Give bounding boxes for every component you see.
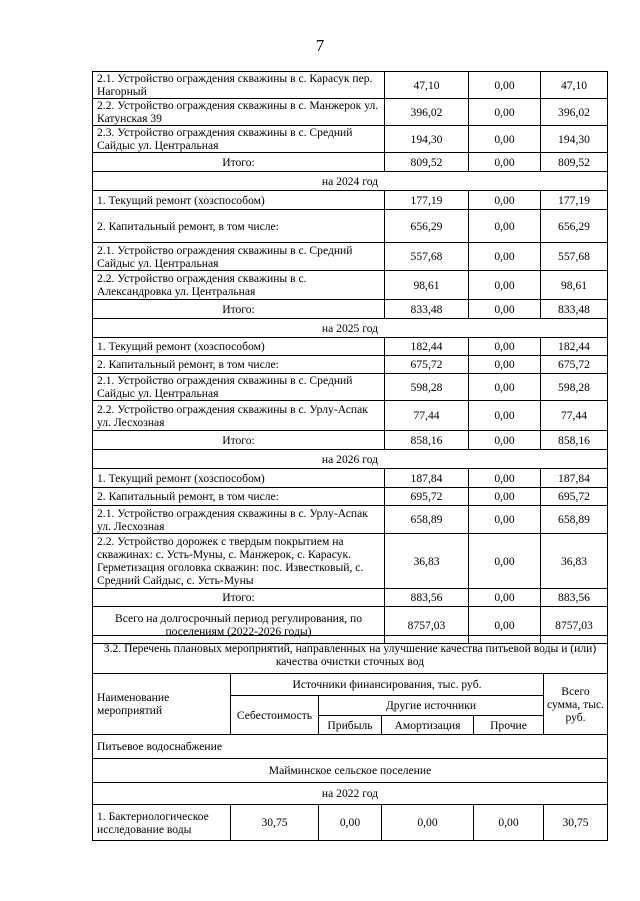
header-sources: Источники финансирования, тыс. руб. xyxy=(231,674,544,696)
year-label: на 2022 год xyxy=(93,783,608,805)
year-row xyxy=(93,319,608,338)
table-row xyxy=(93,99,608,126)
row-cost: 658,89 xyxy=(385,506,469,534)
row-total: 557,68 xyxy=(541,243,608,271)
row-other-sources: 0,00 xyxy=(469,589,541,607)
subtotal-row xyxy=(93,431,608,450)
row-name: 1. Текущий ремонт (хозспособом) xyxy=(93,338,385,356)
row-other-sources: 0,00 xyxy=(469,126,541,153)
table-row xyxy=(93,243,608,271)
row-total: 858,16 xyxy=(541,431,608,450)
table-row xyxy=(93,805,608,841)
row-cost: 858,16 xyxy=(385,431,469,450)
row-cost: 36,83 xyxy=(385,534,469,589)
table-row xyxy=(93,506,608,534)
header-cost: Себестоимость xyxy=(231,696,319,735)
row-name: 2.1. Устройство ограждения скважины в с. Средний Сайдыс ул. Центральная xyxy=(93,243,385,271)
row-cost: 187,84 xyxy=(385,469,469,488)
header-profit: Прибыль xyxy=(319,716,382,735)
row-other-sources: 0,00 xyxy=(469,99,541,126)
row-name: 1. Текущий ремонт (хозспособом) xyxy=(93,469,385,488)
row-total: 47,10 xyxy=(541,72,608,99)
row-name: 2.2. Устройство ограждения скважины в с. Манжерок ул. Катунская 39 xyxy=(93,99,385,126)
row-other-sources: 0,00 xyxy=(469,534,541,589)
row-total: 809,52 xyxy=(541,153,608,172)
row-total: 883,56 xyxy=(541,589,608,607)
table-row xyxy=(93,374,608,401)
row-name: 2.3. Устройство ограждения скважины в с. Средний Сайдыс ул. Центральная xyxy=(93,126,385,153)
subtotal-label: Итого: xyxy=(93,300,385,319)
table-row xyxy=(93,210,608,243)
row-other-sources: 0,00 xyxy=(469,607,541,644)
row-other-sources: 0,00 xyxy=(469,488,541,506)
row-name: Всего на долгосрочный период регулирования, по поселениям (2022-2026 годы) xyxy=(93,607,385,644)
table-row xyxy=(93,338,608,356)
row-cost: 98,61 xyxy=(385,271,469,300)
subtotal-label: Итого: xyxy=(93,153,385,172)
row-name: 2. Капитальный ремонт, в том числе: xyxy=(93,356,385,374)
row-cost: 557,68 xyxy=(385,243,469,271)
row-name: 2.2. Устройство ограждения скважины в с. Урлу-Аспак ул. Лесхозная xyxy=(93,401,385,431)
row-total: 194,30 xyxy=(541,126,608,153)
year-label: на 2026 год xyxy=(93,450,608,469)
row-cost: 695,72 xyxy=(385,488,469,506)
row-other-sources: 0,00 xyxy=(469,338,541,356)
subtotal-row xyxy=(93,153,608,172)
row-other-sources: 0,00 xyxy=(469,506,541,534)
row-name: 2. Капитальный ремонт, в том числе: xyxy=(93,210,385,243)
row-total: 177,19 xyxy=(541,191,608,210)
row-name: 2.2. Устройство ограждения скважины в с. Александровка ул. Центральная xyxy=(93,271,385,300)
row-other-sources: 0,00 xyxy=(469,374,541,401)
subtotal-row xyxy=(93,300,608,319)
row-total: 30,75 xyxy=(544,805,608,841)
row-cost: 396,02 xyxy=(385,99,469,126)
row-cost: 47,10 xyxy=(385,72,469,99)
row-total: 187,84 xyxy=(541,469,608,488)
row-cost: 598,28 xyxy=(385,374,469,401)
row-name: 1. Бактериологическое исследование воды xyxy=(93,805,231,841)
table-row xyxy=(93,126,608,153)
table-row xyxy=(93,401,608,431)
header-other-sources: Другие источники xyxy=(319,696,544,716)
row-other-sources: 0,00 xyxy=(469,401,541,431)
row-total: 658,89 xyxy=(541,506,608,534)
row-total: 675,72 xyxy=(541,356,608,374)
header-other: Прочие xyxy=(474,716,544,735)
row-cost: 182,44 xyxy=(385,338,469,356)
table-row xyxy=(93,488,608,506)
row-cost: 809,52 xyxy=(385,153,469,172)
row-other-sources: 0,00 xyxy=(469,191,541,210)
row-total: 833,48 xyxy=(541,300,608,319)
row-total: 598,28 xyxy=(541,374,608,401)
subtotal-label: Итого: xyxy=(93,589,385,607)
table-row xyxy=(93,191,608,210)
row-other-sources: 0,00 xyxy=(469,271,541,300)
row-other-sources: 0,00 xyxy=(469,356,541,374)
settlement-label: Майминское сельское поселение xyxy=(93,759,608,783)
row-other-sources: 0,00 xyxy=(469,300,541,319)
row-other-sources: 0,00 xyxy=(469,210,541,243)
budget-table-2023-2026 xyxy=(92,71,608,644)
row-name: 2.2. Устройство дорожек с твердым покрытием на скважинах: с. Усть-Муны, с. Манжерок, с. Карасук. Герметизация оголовка скважин: пос. Известковый, с. Средний Сайдыс, с. Усть-Муны xyxy=(93,534,385,589)
row-other-sources: 0,00 xyxy=(469,72,541,99)
row-profit: 0,00 xyxy=(319,805,382,841)
row-other-sources: 0,00 xyxy=(469,431,541,450)
header-amortization: Амортизация xyxy=(382,716,474,735)
row-cost: 656,29 xyxy=(385,210,469,243)
table-row xyxy=(93,72,608,99)
table-row xyxy=(93,469,608,488)
year-label: на 2024 год xyxy=(93,172,608,191)
row-total: 98,61 xyxy=(541,271,608,300)
year-label: на 2025 год xyxy=(93,319,608,338)
header-name-column: Наименование мероприятий xyxy=(93,674,231,735)
subtotal-label: Итого: xyxy=(93,431,385,450)
subtotal-row xyxy=(93,589,608,607)
row-cost: 77,44 xyxy=(385,401,469,431)
row-cost: 883,56 xyxy=(385,589,469,607)
page-number: 7 xyxy=(315,36,325,55)
row-cost: 194,30 xyxy=(385,126,469,153)
row-total: 182,44 xyxy=(541,338,608,356)
quality-measures-table xyxy=(92,635,608,841)
table-row xyxy=(93,271,608,300)
row-name: 1. Текущий ремонт (хозспособом) xyxy=(93,191,385,210)
table-row xyxy=(93,356,608,374)
row-total: 396,02 xyxy=(541,99,608,126)
row-other-sources: 0,00 xyxy=(469,153,541,172)
row-cost: 8757,03 xyxy=(385,607,469,644)
row-total: 695,72 xyxy=(541,488,608,506)
row-total: 36,83 xyxy=(541,534,608,589)
header-total: Всего сумма, тыс. руб. xyxy=(544,674,608,735)
table-row xyxy=(93,534,608,589)
row-amortization: 0,00 xyxy=(382,805,474,841)
section-title: 3.2. Перечень плановых мероприятий, направленных на улучшение качества питьевой воды и (или) качества очистки сточных вод xyxy=(93,636,608,674)
year-row xyxy=(93,450,608,469)
row-other-sources: 0,00 xyxy=(469,243,541,271)
row-total: 77,44 xyxy=(541,401,608,431)
row-cost: 833,48 xyxy=(385,300,469,319)
row-name: 2.1. Устройство ограждения скважины в с. Средний Сайдыс ул. Центральная xyxy=(93,374,385,401)
water-supply-label: Питьевое водоснабжение xyxy=(93,735,608,759)
row-cost: 675,72 xyxy=(385,356,469,374)
row-total: 8757,03 xyxy=(541,607,608,644)
row-other: 0,00 xyxy=(474,805,544,841)
row-name: 2. Капитальный ремонт, в том числе: xyxy=(93,488,385,506)
year-row xyxy=(93,172,608,191)
row-name: 2.1. Устройство ограждения скважины в с. Урлу-Аспак ул. Лесхозная xyxy=(93,506,385,534)
row-cost: 177,19 xyxy=(385,191,469,210)
row-cost: 30,75 xyxy=(231,805,319,841)
row-total: 656,29 xyxy=(541,210,608,243)
row-name: 2.1. Устройство ограждения скважины в с. Карасук пер. Нагорный xyxy=(93,72,385,99)
row-other-sources: 0,00 xyxy=(469,469,541,488)
